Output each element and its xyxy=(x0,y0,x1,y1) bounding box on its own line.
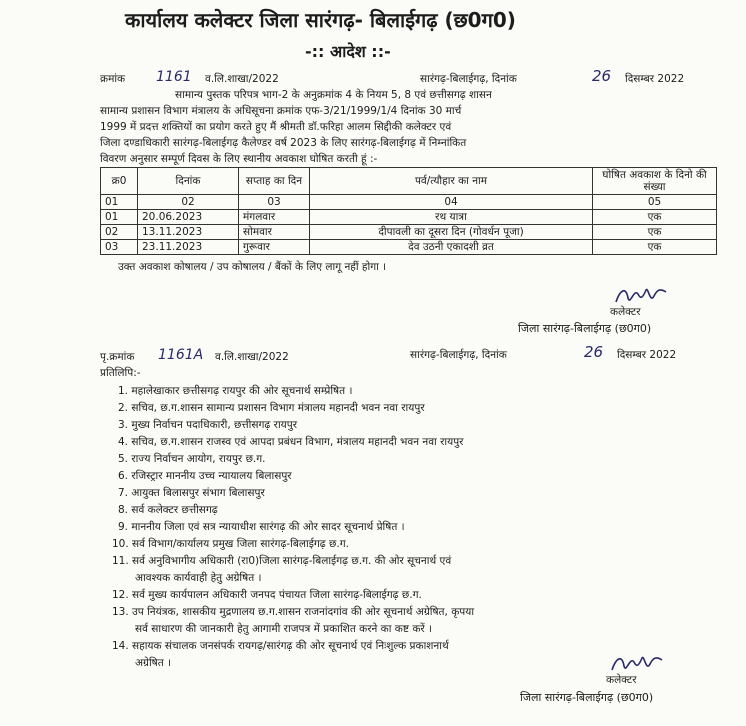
list-item: 13. उप नियंत्रक, शासकीय मुद्रणालय छ.ग.शासन राजनांदगांव की ओर सूचनार्थ अग्रेषित, कृपया xyxy=(112,606,475,618)
order-number-prefix: क्रमांक xyxy=(100,73,126,85)
body-line: 1999 में प्रदत्त शक्तियों का प्रयोग करते हुए मैं श्रीमती डॉ.फरिहा आलम सिद्दीकी कलेक्टर एवं xyxy=(100,121,452,133)
list-item: 1. महालेखाकार छत्तीसगढ़ रायपुर की ओर सूचनार्थ सम्प्रेषित । xyxy=(118,385,353,397)
list-item: आवश्यक कार्यवाही हेतु अग्रेषित । xyxy=(135,572,262,584)
list-item: अग्रेषित । xyxy=(135,657,172,669)
cell-serial: 02 xyxy=(101,225,138,240)
endorsement-day: 26 xyxy=(584,343,604,361)
order-heading: -:: आदेश ::- xyxy=(305,42,391,61)
endorsement-month-year: दिसम्बर 2022 xyxy=(617,349,677,361)
table-row xyxy=(101,225,717,240)
table-column-number-row xyxy=(101,195,717,210)
cell-date: 23.11.2023 xyxy=(138,240,239,255)
col-number: 01 xyxy=(101,195,138,210)
list-item: 10. सर्व विभाग/कार्यालय प्रमुख जिला सारंगढ़-बिलाईगढ़ छ.ग. xyxy=(112,538,349,550)
cell-count: एक xyxy=(593,225,717,240)
order-day: 26 xyxy=(592,67,612,85)
endorsement-number-prefix: पृ.क्रमांक xyxy=(100,351,135,363)
list-item: 5. राज्य निर्वाचन आयोग, रायपुर छ.ग. xyxy=(118,453,266,465)
cell-festival: रथ यात्रा xyxy=(310,210,593,225)
cell-count: एक xyxy=(593,240,717,255)
table-row xyxy=(101,210,717,225)
endorsement-number-suffix: व.लि.शाखा/2022 xyxy=(215,351,289,363)
cell-serial: 03 xyxy=(101,240,138,255)
list-item: 11. सर्व अनुविभागीय अधिकारी (रा0)जिला सारंगढ़-बिलाईगढ़ छ.ग. की ओर सूचनार्थ एवं xyxy=(112,555,452,567)
header-serial: क्र0 xyxy=(101,168,138,195)
endorsement-number: 1161A xyxy=(158,347,204,363)
signature-district: जिला सारंगढ़-बिलाईगढ़ (छ0ग0) xyxy=(520,691,654,704)
cell-weekday: मंगलवार xyxy=(239,210,310,225)
table-row xyxy=(101,240,717,255)
table-header-row xyxy=(101,168,717,195)
col-number: 04 xyxy=(310,195,593,210)
signature-designation: कलेक्टर xyxy=(606,674,637,686)
list-item: 2. सचिव, छ.ग.शासन सामान्य प्रशासन विभाग मंत्रालय महानदी भवन नवा रायपुर xyxy=(118,402,425,414)
cell-serial: 01 xyxy=(101,210,138,225)
header-weekday: सप्ताह का दिन xyxy=(239,168,310,195)
order-number: 1161 xyxy=(156,69,192,85)
list-item: 12. सर्व मुख्य कार्यपालन अधिकारी जनपद पंचायत जिला सारंगढ़-बिलाईगढ़ छ.ग. xyxy=(112,589,422,601)
header-holiday-count: घोषित अवकाश के दिनो की संख्या xyxy=(593,168,717,195)
order-place-date: सारंगढ़-बिलाईगढ़, दिनांक xyxy=(420,73,517,85)
holiday-table xyxy=(100,167,717,255)
cell-count: एक xyxy=(593,210,717,225)
col-number: 05 xyxy=(593,195,717,210)
body-line: सामान्य प्रशासन विभाग मंत्रालय के अधिसूचना क्रमांक एफ-3/21/1999/1/4 दिनांक 30 मार्च xyxy=(100,105,462,117)
signature-district: जिला सारंगढ़-बिलाईगढ़ (छ0ग0) xyxy=(518,322,652,335)
list-item: 3. मुख्य निर्वाचन पदाधिकारी, छत्तीसगढ़ रायपुर xyxy=(118,419,298,431)
col-number: 02 xyxy=(138,195,239,210)
cell-date: 20.06.2023 xyxy=(138,210,239,225)
list-item: 4. सचिव, छ.ग.शासन राजस्व एवं आपदा प्रबंधन विभाग, मंत्रालय महानदी भवन नवा रायपुर xyxy=(118,436,464,448)
list-item: 14. सहायक संचालक जनसंपर्क रायगढ़/सारंगढ़ की ओर सूचनार्थ एवं निःशुल्क प्रकाशनार्थ xyxy=(112,640,449,652)
signature-designation: कलेक्टर xyxy=(610,306,641,318)
cell-weekday: सोमवार xyxy=(239,225,310,240)
list-item: 9. माननीय जिला एवं सत्र न्यायाधीश सारंगढ़ की ओर सादर सूचनार्थ प्रेषित । xyxy=(118,521,405,533)
office-title: कार्यालय कलेक्टर जिला सारंगढ़- बिलाईगढ़ (छ0ग0) xyxy=(125,8,516,32)
header-date: दिनांक xyxy=(138,168,239,195)
cell-festival: दीपावली का दूसरा दिन (गोवर्धन पूजा) xyxy=(310,225,593,240)
body-line: सामान्य पुस्तक परिपत्र भाग-2 के अनुक्रमांक 4 के नियम 5, 8 एवं छत्तीसगढ़ शासन xyxy=(175,89,492,101)
order-number-suffix: व.लि.शाखा/2022 xyxy=(205,73,279,85)
body-line: विवरण अनुसार सम्पूर्ण दिवस के लिए स्थानीय अवकाश घोषित करती हूं :- xyxy=(100,153,378,165)
header-festival: पर्व/त्यौहार का नाम xyxy=(310,168,593,195)
cell-date: 13.11.2023 xyxy=(138,225,239,240)
applicability-note: उक्त अवकाश कोषालय / उप कोषालय / बैंकों के लिए लागू नहीं होगा । xyxy=(118,261,387,273)
cell-weekday: गुरूवार xyxy=(239,240,310,255)
cell-festival: देव उठनी एकादशी व्रत xyxy=(310,240,593,255)
list-item: सर्व साधारण की जानकारी हेतु आगामी राजपत्र में प्रकाशित करने का कष्ट करें । xyxy=(135,623,432,635)
list-item: 6. रजिस्ट्रार माननीय उच्च न्यायालय बिलासपुर xyxy=(118,470,292,482)
body-line: जिला दण्डाधिकारी सारंगढ़-बिलाईगढ़ कैलेण्डर वर्ष 2023 के लिए सारंगढ़-बिलाईगढ़ में निम्नांकित xyxy=(100,137,467,149)
col-number: 03 xyxy=(239,195,310,210)
list-item: 7. आयुक्त बिलासपुर संभाग बिलासपुर xyxy=(118,487,265,499)
copy-label: प्रतिलिपि:- xyxy=(100,367,141,379)
endorsement-place-date: सारंगढ़-बिलाईगढ़, दिनांक xyxy=(410,349,507,361)
list-item: 8. सर्व कलेक्टर छत्तीसगढ़ xyxy=(118,504,218,516)
order-month-year: दिसम्बर 2022 xyxy=(625,73,685,85)
